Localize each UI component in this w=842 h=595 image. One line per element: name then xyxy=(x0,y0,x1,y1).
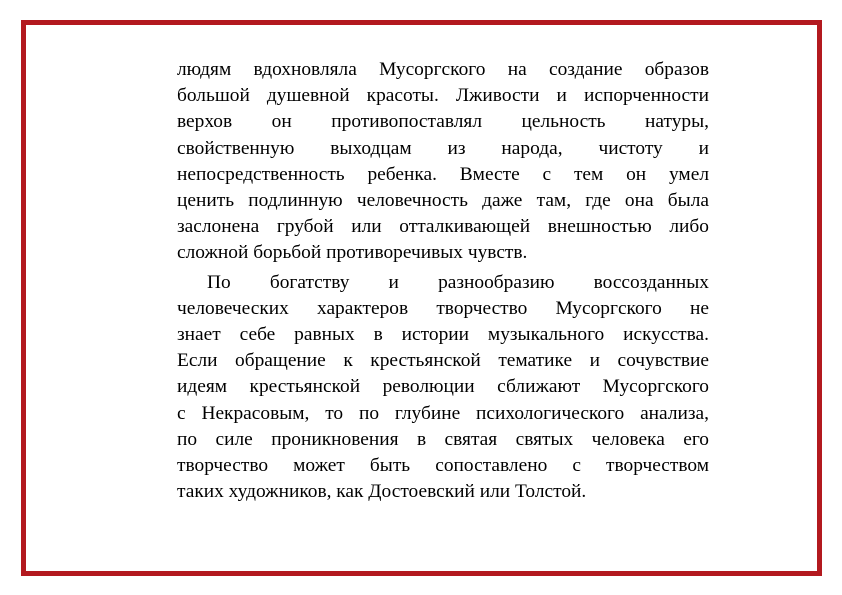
text-line: по силе проникновения в святая святых человека его xyxy=(177,428,709,450)
text-line: с Некрасовым, то по глубине психологического анализа, xyxy=(177,402,709,424)
paragraph-2 xyxy=(177,270,709,506)
body-text xyxy=(177,57,709,505)
text-line: непосредственность ребенка. Вместе с тем он умел xyxy=(177,163,709,185)
paragraph-1 xyxy=(177,57,709,267)
text-line: Если обращение к крестьянской тематике и сочувствие xyxy=(177,350,709,372)
text-line: верхов он противопоставлял цельность натуры, xyxy=(177,111,709,133)
text-line: По богатству и разнообразию воссозданных xyxy=(207,271,709,293)
text-line: сложной борьбой противоречивых чувств. xyxy=(177,242,528,264)
text-line: творчество может быть сопоставлено с творчеством xyxy=(177,455,709,477)
text-line: таких художников, как Достоевский или Толстой. xyxy=(177,481,587,503)
text-line: ценить подлинную человечность даже там, где она была xyxy=(177,190,709,212)
text-line: большой душевной красоты. Лживости и испорченности xyxy=(177,85,709,107)
text-line: свойственную выходцам из народа, чистоту и xyxy=(177,137,709,159)
text-line: людям вдохновляла Мусоргского на создание образов xyxy=(177,59,709,80)
text-line: знает себе равных в истории музыкального искусства. xyxy=(177,324,709,346)
text-line: заслонена грубой или отталкивающей внешностью либо xyxy=(177,216,709,238)
text-line: человеческих характеров творчество Мусоргского не xyxy=(177,297,709,319)
text-line: идеям крестьянской революции сближают Мусоргского xyxy=(177,376,709,398)
